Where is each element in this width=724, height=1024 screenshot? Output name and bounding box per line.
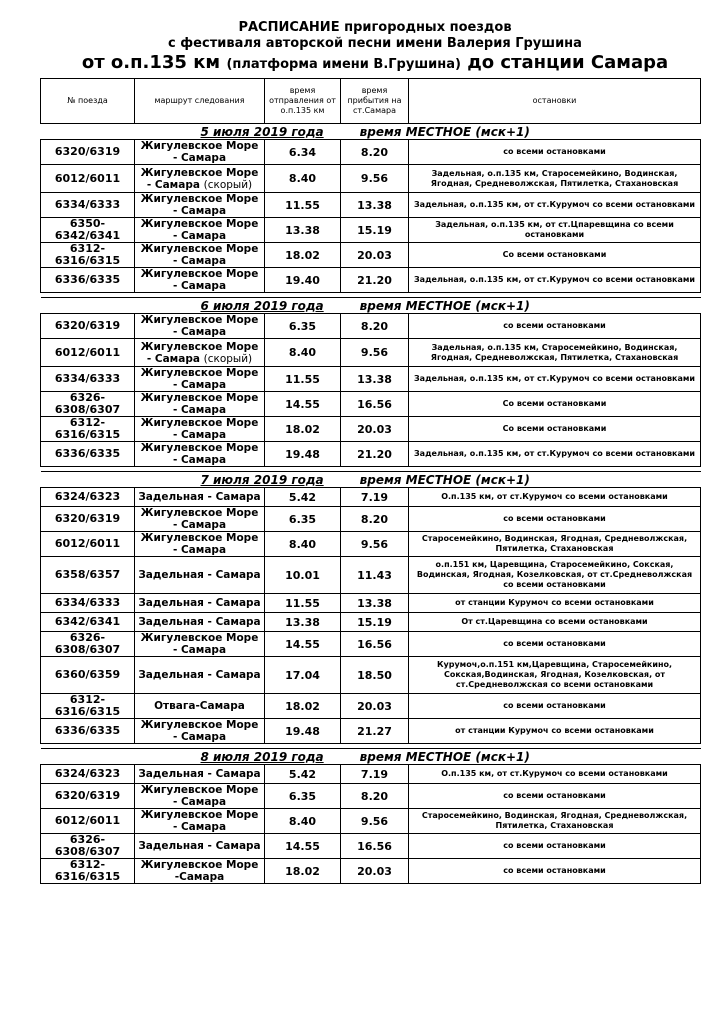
route-cell xyxy=(135,268,265,293)
route-name: Задельная - Самара xyxy=(138,669,261,681)
table-row xyxy=(41,392,701,417)
route-cell xyxy=(135,488,265,507)
arrival-time: 11.43 xyxy=(341,557,409,594)
arrival-time: 13.38 xyxy=(341,367,409,392)
table-row xyxy=(41,339,701,367)
departure-time: 6.35 xyxy=(265,314,341,339)
arrival-time: 7.19 xyxy=(341,765,409,784)
departure-time: 18.02 xyxy=(265,694,341,719)
table-row xyxy=(41,809,701,834)
stops-description: Со всеми остановками xyxy=(409,243,701,268)
stops-description: Задельная, о.п.135 км, от ст.Цпаревщина со всеми остановками xyxy=(409,218,701,243)
route-name: Жигулевское Море - Самара xyxy=(140,719,259,743)
header-route: маршрут следования xyxy=(135,79,265,124)
table-row xyxy=(41,488,701,507)
stops-description: О.п.135 км, от ст.Курумоч со всеми остановками xyxy=(409,488,701,507)
stops-description: со всеми остановками xyxy=(409,140,701,165)
departure-time: 19.48 xyxy=(265,719,341,744)
title-line-1: РАСПИСАНИЕ пригородных поездов xyxy=(238,20,512,35)
route-name: Жигулевское Море - Самара xyxy=(140,218,259,242)
departure-time: 5.42 xyxy=(265,765,341,784)
train-number: 6320/6319 xyxy=(41,140,135,165)
departure-time: 13.38 xyxy=(265,218,341,243)
route-name: Жигулевское Море - Самара xyxy=(140,442,259,466)
title-line-2: с фестиваля авторской песни имени Валерия Грушина xyxy=(168,36,582,51)
route-cell xyxy=(135,507,265,532)
table-row xyxy=(41,557,701,594)
route-name: Жигулевское Море - Самара xyxy=(140,140,259,164)
train-number: 6326-6308/6307 xyxy=(41,632,135,657)
departure-time: 19.40 xyxy=(265,268,341,293)
stops-description: Со всеми остановками xyxy=(409,392,701,417)
route-name: Задельная - Самара xyxy=(138,569,261,581)
stops-description: от станции Курумоч со всеми остановками xyxy=(409,594,701,613)
train-number: 6334/6333 xyxy=(41,594,135,613)
train-number: 6360/6359 xyxy=(41,657,135,694)
table-row xyxy=(41,218,701,243)
arrival-time: 15.19 xyxy=(341,613,409,632)
stops-description: От ст.Царевщина со всеми остановками xyxy=(409,613,701,632)
table-row xyxy=(41,719,701,744)
departure-time: 18.02 xyxy=(265,859,341,884)
route-name: Жигулевское Море - Самара xyxy=(140,166,259,191)
arrival-time: 16.56 xyxy=(341,392,409,417)
route-cell xyxy=(135,557,265,594)
header-depart: время отправления от о.п.135 км xyxy=(265,79,341,124)
departure-time: 14.55 xyxy=(265,834,341,859)
table-row xyxy=(41,613,701,632)
table-row xyxy=(41,694,701,719)
route-name: Жигулевское Море - Самара xyxy=(140,532,259,556)
title-line-3-end: до станции Самара xyxy=(467,52,669,73)
route-name: Жигулевское Море - Самара xyxy=(140,809,259,833)
train-number: 6312-6316/6315 xyxy=(41,859,135,884)
header-train: № поезда xyxy=(41,79,135,124)
table-row xyxy=(41,657,701,694)
route-cell xyxy=(135,339,265,367)
stops-description: со всеми остановками xyxy=(409,507,701,532)
date-header xyxy=(41,472,701,488)
route-cell xyxy=(135,532,265,557)
departure-time: 10.01 xyxy=(265,557,341,594)
route-name: Жигулевское Море - Самара xyxy=(140,507,259,531)
arrival-time: 9.56 xyxy=(341,809,409,834)
table-row xyxy=(41,243,701,268)
train-number: 6336/6335 xyxy=(41,719,135,744)
train-number: 6336/6335 xyxy=(41,268,135,293)
train-number: 6326-6308/6307 xyxy=(41,834,135,859)
departure-time: 8.40 xyxy=(265,165,341,193)
stops-description: Задельная, о.п.135 км, от ст.Курумоч со всеми остановками xyxy=(409,367,701,392)
arrival-time: 13.38 xyxy=(341,594,409,613)
route-name: Жигулевское Море - Самара xyxy=(140,367,259,391)
date-header xyxy=(41,124,701,140)
route-note: (скорый) xyxy=(203,178,253,191)
arrival-time: 16.56 xyxy=(341,632,409,657)
arrival-time: 7.19 xyxy=(341,488,409,507)
route-name: Задельная - Самара xyxy=(138,491,261,503)
route-name: Задельная - Самара xyxy=(138,840,261,852)
header-row xyxy=(41,79,701,124)
table-row xyxy=(41,632,701,657)
departure-time: 8.40 xyxy=(265,809,341,834)
train-number: 6342/6341 xyxy=(41,613,135,632)
arrival-time: 21.27 xyxy=(341,719,409,744)
arrival-time: 20.03 xyxy=(341,694,409,719)
departure-time: 18.02 xyxy=(265,243,341,268)
route-name: Жигулевское Море - Самара xyxy=(140,243,259,267)
route-name: Жигулевское Море - Самара xyxy=(140,314,259,338)
stops-description: от станции Курумоч со всеми остановками xyxy=(409,719,701,744)
header-arrive: время прибытия на ст.Самара xyxy=(341,79,409,124)
departure-time: 17.04 xyxy=(265,657,341,694)
route-cell xyxy=(135,165,265,193)
route-name: Жигулевское Море - Самара xyxy=(140,268,259,292)
arrival-time: 13.38 xyxy=(341,193,409,218)
departure-time: 19.48 xyxy=(265,442,341,467)
arrival-time: 9.56 xyxy=(341,532,409,557)
stops-description: Курумоч,о.п.151 км,Царевщина, Старосемейкино, Сокская,Водинская, Ягодная, Козелковская, от ст.Средневолжская со всеми остановками xyxy=(409,657,701,694)
departure-time: 6.34 xyxy=(265,140,341,165)
header-stops: остановки xyxy=(409,79,701,124)
date-label: 6 июля 2019 года xyxy=(200,298,324,313)
stops-description: Задельная, о.п.135 км, Старосемейкино, Водинская, Ягодная, Средневолжская, Пятилетка, Стахановская xyxy=(409,339,701,367)
train-number: 6334/6333 xyxy=(41,193,135,218)
arrival-time: 18.50 xyxy=(341,657,409,694)
arrival-time: 15.19 xyxy=(341,218,409,243)
arrival-time: 20.03 xyxy=(341,417,409,442)
arrival-time: 8.20 xyxy=(341,314,409,339)
stops-description: о.п.151 км, Царевщина, Старосемейкино, Сокская, Водинская, Ягодная, Козелковская, от ст.Средневолжская со всеми остановками xyxy=(409,557,701,594)
stops-description: со всеми остановками xyxy=(409,859,701,884)
table-row xyxy=(41,140,701,165)
arrival-time: 8.20 xyxy=(341,140,409,165)
arrival-time: 9.56 xyxy=(341,165,409,193)
arrival-time: 21.20 xyxy=(341,268,409,293)
stops-description: со всеми остановками xyxy=(409,314,701,339)
date-header xyxy=(41,298,701,314)
table-row xyxy=(41,165,701,193)
schedule-body xyxy=(41,124,701,884)
route-cell xyxy=(135,784,265,809)
route-cell xyxy=(135,140,265,165)
table-row xyxy=(41,314,701,339)
departure-time: 13.38 xyxy=(265,613,341,632)
schedule-table xyxy=(40,78,701,884)
route-cell xyxy=(135,632,265,657)
date-header xyxy=(41,749,701,765)
table-row xyxy=(41,442,701,467)
train-number: 6324/6323 xyxy=(41,765,135,784)
stops-description: Задельная, о.п.135 км, от ст.Курумоч со всеми остановками xyxy=(409,268,701,293)
departure-time: 11.55 xyxy=(265,594,341,613)
route-cell xyxy=(135,719,265,744)
timezone-label: время МЕСТНОЕ (мск+1) xyxy=(359,298,530,313)
train-number: 6350-6342/6341 xyxy=(41,218,135,243)
route-name: Жигулевское Море - Самара xyxy=(140,784,259,808)
route-cell xyxy=(135,809,265,834)
table-row xyxy=(41,367,701,392)
departure-time: 11.55 xyxy=(265,193,341,218)
route-name: Задельная - Самара xyxy=(138,597,261,609)
table-row xyxy=(41,193,701,218)
route-name: Жигулевское Море - Самара xyxy=(140,417,259,441)
route-name: Отвага-Самара xyxy=(154,700,245,712)
stops-description: Задельная, о.п.135 км, от ст.Курумоч со всеми остановками xyxy=(409,442,701,467)
train-number: 6320/6319 xyxy=(41,784,135,809)
train-number: 6334/6333 xyxy=(41,367,135,392)
document-title xyxy=(40,20,710,76)
route-name: Жигулевское Море - Самара xyxy=(140,392,259,416)
date-header-row xyxy=(41,749,701,765)
route-name: Задельная - Самара xyxy=(138,616,261,628)
stops-description: Задельная, о.п.135 км, от ст.Курумоч со всеми остановками xyxy=(409,193,701,218)
stops-description: Старосемейкино, Водинская, Ягодная, Средневолжская, Пятилетка, Стахановская xyxy=(409,809,701,834)
departure-time: 6.35 xyxy=(265,507,341,532)
departure-time: 14.55 xyxy=(265,632,341,657)
stops-description: со всеми остановками xyxy=(409,784,701,809)
table-row xyxy=(41,268,701,293)
date-header-row xyxy=(41,472,701,488)
date-label: 7 июля 2019 года xyxy=(200,472,324,487)
train-number: 6324/6323 xyxy=(41,488,135,507)
route-cell xyxy=(135,193,265,218)
table-row xyxy=(41,507,701,532)
train-number: 6012/6011 xyxy=(41,165,135,193)
route-name: Жигулевское Море - Самара xyxy=(140,193,259,217)
route-cell xyxy=(135,594,265,613)
departure-time: 5.42 xyxy=(265,488,341,507)
departure-time: 6.35 xyxy=(265,784,341,809)
train-number: 6012/6011 xyxy=(41,339,135,367)
title-line-3 xyxy=(40,52,710,76)
table-row xyxy=(41,417,701,442)
date-header-row xyxy=(41,298,701,314)
route-note: (скорый) xyxy=(203,352,253,365)
table-row xyxy=(41,784,701,809)
title-line-3-platform: (платформа имени В.Грушина) xyxy=(226,57,461,72)
route-name: Жигулевское Море - Самара xyxy=(140,340,259,365)
departure-time: 8.40 xyxy=(265,339,341,367)
train-number: 6326-6308/6307 xyxy=(41,392,135,417)
stops-description: О.п.135 км, от ст.Курумоч со всеми остановками xyxy=(409,765,701,784)
route-cell xyxy=(135,314,265,339)
route-cell xyxy=(135,694,265,719)
stops-description: со всеми остановками xyxy=(409,632,701,657)
train-number: 6320/6319 xyxy=(41,314,135,339)
date-label: 8 июля 2019 года xyxy=(200,749,324,764)
train-number: 6012/6011 xyxy=(41,809,135,834)
table-row xyxy=(41,532,701,557)
route-cell xyxy=(135,859,265,884)
arrival-time: 8.20 xyxy=(341,784,409,809)
stops-description: со всеми остановками xyxy=(409,694,701,719)
timezone-label: время МЕСТНОЕ (мск+1) xyxy=(359,749,530,764)
train-number: 6012/6011 xyxy=(41,532,135,557)
route-name: Жигулевское Море -Самара xyxy=(140,859,259,883)
route-cell xyxy=(135,765,265,784)
route-cell xyxy=(135,417,265,442)
departure-time: 11.55 xyxy=(265,367,341,392)
stops-description: со всеми остановками xyxy=(409,834,701,859)
route-cell xyxy=(135,243,265,268)
stops-description: Задельная, о.п.135 км, Старосемейкино, Водинская, Ягодная, Средневолжская, Пятилетка, Стахановская xyxy=(409,165,701,193)
arrival-time: 20.03 xyxy=(341,243,409,268)
date-header-row xyxy=(41,124,701,140)
title-line-3-main: от о.п.135 км xyxy=(81,52,221,73)
train-number: 6358/6357 xyxy=(41,557,135,594)
table-row xyxy=(41,594,701,613)
arrival-time: 8.20 xyxy=(341,507,409,532)
route-cell xyxy=(135,657,265,694)
train-number: 6312-6316/6315 xyxy=(41,243,135,268)
arrival-time: 20.03 xyxy=(341,859,409,884)
stops-description: Со всеми остановками xyxy=(409,417,701,442)
route-cell xyxy=(135,613,265,632)
route-cell xyxy=(135,218,265,243)
departure-time: 8.40 xyxy=(265,532,341,557)
stops-description: Старосемейкино, Водинская, Ягодная, Средневолжская, Пятилетка, Стахановская xyxy=(409,532,701,557)
train-number: 6312-6316/6315 xyxy=(41,417,135,442)
timezone-label: время МЕСТНОЕ (мск+1) xyxy=(359,472,530,487)
timezone-label: время МЕСТНОЕ (мск+1) xyxy=(359,124,530,139)
table-row xyxy=(41,859,701,884)
route-name: Жигулевское Море - Самара xyxy=(140,632,259,656)
arrival-time: 21.20 xyxy=(341,442,409,467)
arrival-time: 9.56 xyxy=(341,339,409,367)
train-number: 6336/6335 xyxy=(41,442,135,467)
departure-time: 18.02 xyxy=(265,417,341,442)
table-row xyxy=(41,765,701,784)
date-label: 5 июля 2019 года xyxy=(200,124,324,139)
route-cell xyxy=(135,442,265,467)
arrival-time: 16.56 xyxy=(341,834,409,859)
route-cell xyxy=(135,367,265,392)
train-number: 6320/6319 xyxy=(41,507,135,532)
train-number: 6312-6316/6315 xyxy=(41,694,135,719)
route-cell xyxy=(135,392,265,417)
departure-time: 14.55 xyxy=(265,392,341,417)
table-row xyxy=(41,834,701,859)
route-cell xyxy=(135,834,265,859)
route-name: Задельная - Самара xyxy=(138,768,261,780)
